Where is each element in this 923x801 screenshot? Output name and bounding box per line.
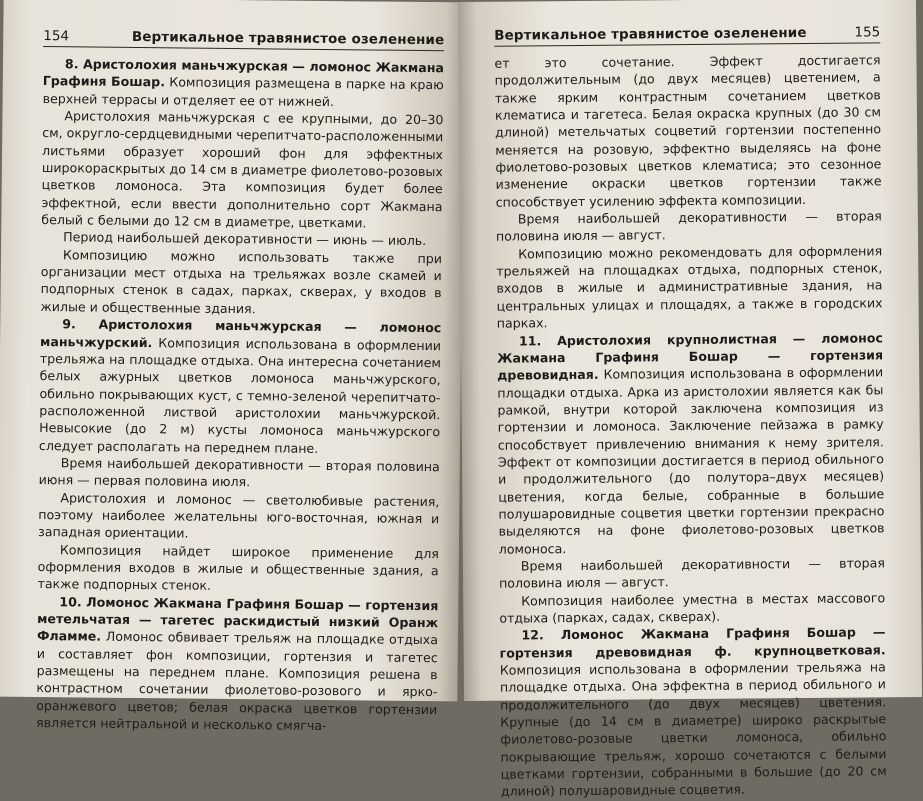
paragraph xyxy=(499,589,885,627)
composition-heading: 8. Аристолохия маньчжурская — ломонос Жакмана Графиня Бошар. xyxy=(42,56,445,90)
paragraph xyxy=(494,51,881,210)
paragraph-text: Аристолохия и ломонос — светолюбивые растения, поэтому наиболее желательны юго-восточная, южная и западная ориентации. xyxy=(38,489,440,541)
paragraph-text: Композиция использована в оформлении площадки отдыха. Арка из аристолохии является как бы рамкой, внутри которой заключена композиция из гортензии и ломоноса. Заключение пейзажа в рамку способствует привлечению внимания к нему зрителя. Эффект от композиции достигается в период обильного и продолжительного (до полутора–двух месяцев) цветения, когда белые, собранные в большие полушаровидные соцветия цветки гортензии прекрасно выделяются на фоне фиолетово-розовых цветков ломоноса. xyxy=(497,364,885,557)
right-page-number: 155 xyxy=(854,24,881,41)
paragraph-text: Ломонос обвивает трельяж на площадке отдыха и составляет фон композиции, гортензия и тагетес размещены на переднем плане. Композиция решена в контрастном сочетании фиолетово-розового и ярко-оранжевого цветов; белая окраска цветков гортензии является нейтральной и несколько смягча- xyxy=(36,629,439,734)
paragraph xyxy=(496,207,882,245)
paragraph xyxy=(39,315,441,458)
composition-heading: 11. Аристолохия крупнолистная — ломонос Жакмана Графиня Бошар — гортензия древовидная. xyxy=(497,329,884,383)
left-running-head xyxy=(43,28,444,51)
paragraph-text: Композиция использована в оформлении трельяжа на площадке отдыха. Она интересна сочетанием белых ажурных цветков ломоноса маньчжурского, обильно покрывающих куст, с темно-зеленой черепитчато-расположенной листвой аристолохии маньчжурской. Невысокие (до 2 м) кусты ломоноса маньчжурского следует располагать на переднем плане. xyxy=(38,334,442,456)
paragraph-text: Период наибольшей декоративности — июнь — июль. xyxy=(63,229,427,249)
right-running-title: Вертикальное травянистое озеленение xyxy=(494,24,807,44)
paragraph xyxy=(39,454,440,493)
composition-heading: 12. Ломонос Жакмана Графиня Бошар — гортензия древовидная ф. крупноцветковая. xyxy=(499,624,886,661)
paragraph xyxy=(41,107,443,233)
paragraph-text: Композицию можно рекомендовать для оформления трельяжей на площадках отдыха, подпорных стенок, входов в жилые и административные здания, на центральных улицах и площадях, а также в городских парках. xyxy=(496,243,883,331)
paragraph xyxy=(36,593,438,736)
paragraph xyxy=(499,624,886,801)
paragraph xyxy=(40,246,442,320)
paragraph xyxy=(38,489,440,545)
paragraph-text: Время наибольшей декоративности — вторая половина июля — август. xyxy=(498,555,885,591)
right-page-body xyxy=(494,51,886,800)
composition-heading: 10. Ломонос Жакмана Графиня Бошар — гортензия метельчатая — тагетес раскидистый низкий Оранж Фламме. xyxy=(36,593,439,645)
paragraph xyxy=(37,541,439,597)
paragraph-text: Композиция размещена в парке на краю верхней террасы и отделяет ее от нижней. xyxy=(42,74,444,109)
paragraph xyxy=(497,329,885,558)
paragraph-text: Аристолохия маньчжурская с ее крупными, до 20–30 см, округло-сердцевидными черепитчато-расположенными листьями образует хороший фон для эффектных широкораскрытых до 14 см в диаметре фиолетово-розовых цветков ломоноса. Эта композиция будет более эффектной, если ввести дополнительно сорт Жакмана белый с белыми до 12 см в диаметре, цветками. xyxy=(41,108,444,231)
left-running-title: Вертикальное травянистое озеленение xyxy=(131,28,445,49)
right-running-head xyxy=(494,24,880,46)
paragraph-text: Время наибольшей декоративности — вторая половина июня — первая половина июля. xyxy=(38,455,440,490)
paragraph xyxy=(43,55,445,111)
left-page-body xyxy=(36,55,444,736)
paragraph-text: Композицию можно использовать также при организации мест отдыха на трельяжах возле скамей и подпорных стенок в садах, парках, скверах, у входов в жилые и общественные здания. xyxy=(40,247,443,317)
paragraph xyxy=(496,242,883,332)
paragraph-text: Композиция использована в оформлении трельяжа на площадке отдыха. Она эффектна в период обильного и продолжительного (до двух месяцев) цветения. Крупные (до 14 см в диаметре) широко раскрытые фиолетово-розовые цветки ломоноса, обильно покрывающие трельяж, хорошо сочетаются с белыми цветками гортензии, собранными в большие (до 20 см длиной) полушаровидные соцветия. xyxy=(499,659,887,800)
paragraph-text: Композиция наиболее уместна в местах массового отдыха (парках, садах, скверах). xyxy=(499,589,886,626)
left-page xyxy=(0,0,465,734)
composition-heading: 9. Аристолохия маньчжурская — ломонос маньчжурский. xyxy=(39,316,442,350)
paragraph-text: ет это сочетание. Эффект достигается продолжительным (до двух месяцев) цветением, а также ярким контрастным сочетанием цветков клематиса и тагетеса. Белая окраска крупных (до 30 см длиной) метельчатых соцветий гортензии постепенно меняется на розовую, эффектно выделяясь на фоне фиолетово-розовых цветков клематиса; это сезонное изменение окраски цветков гортензии также способствует усилению эффекта композиции. xyxy=(494,52,882,210)
right-page xyxy=(458,0,922,800)
paragraph xyxy=(499,554,885,592)
left-page-number: 154 xyxy=(43,28,70,45)
paragraph-text: Время наибольшей декоративности — вторая половина июля — август. xyxy=(495,208,882,245)
paragraph-text: Композиция найдет широкое применение для оформления входов в жилые и общественные здания, а также подпорных стенок. xyxy=(37,541,439,594)
